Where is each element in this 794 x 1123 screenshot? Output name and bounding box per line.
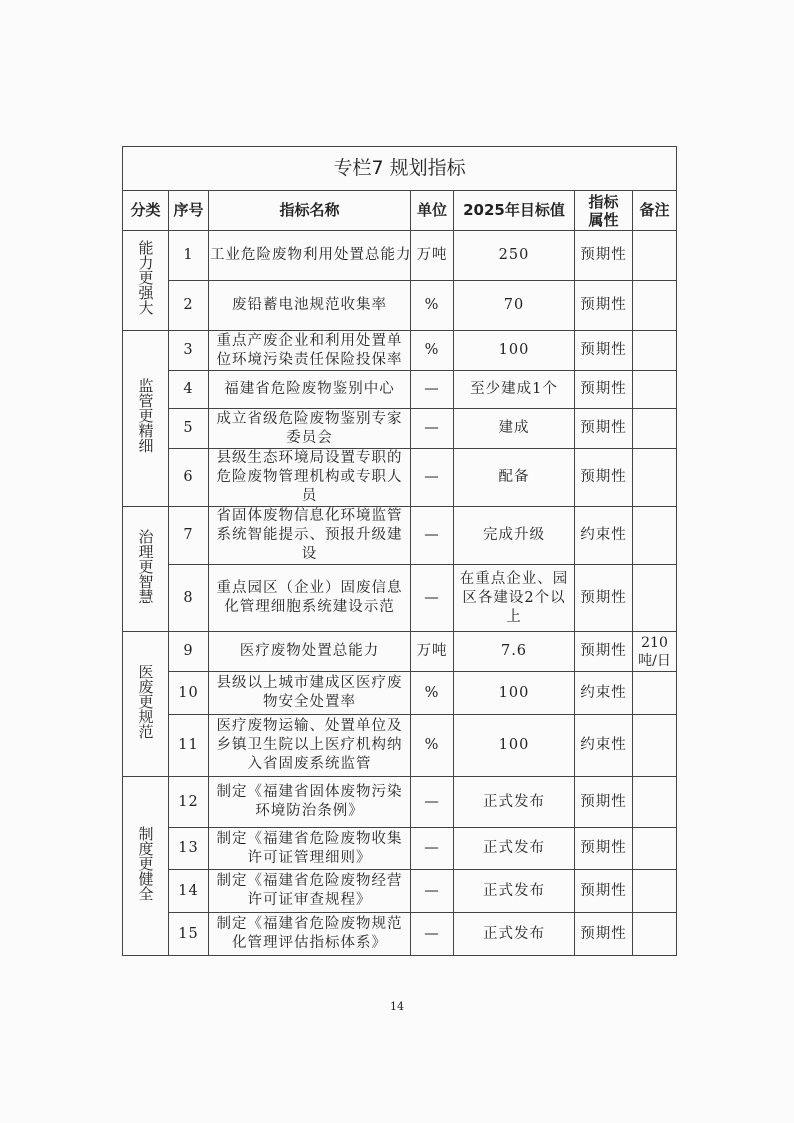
category-cell xyxy=(123,777,169,956)
category-cell xyxy=(123,507,169,632)
note-cell xyxy=(633,715,677,777)
table-row xyxy=(123,777,677,828)
unit-cell: — xyxy=(411,565,454,632)
name-cell: 县级以上城市建成区医疗废物安全处置率 xyxy=(209,672,411,715)
table-title: 专栏7 规划指标 xyxy=(123,147,677,191)
table-row xyxy=(123,672,677,715)
target-cell: 250 xyxy=(454,231,575,281)
seq-cell: 5 xyxy=(169,409,209,449)
header-target: 2025年目标值 xyxy=(454,191,575,231)
category-label: 制度更健全 xyxy=(136,825,155,901)
seq-cell: 3 xyxy=(169,331,209,371)
category-label: 医废更规范 xyxy=(136,663,155,739)
table-row xyxy=(123,409,677,449)
name-cell: 制定《福建省危险废物收集许可证管理细则》 xyxy=(209,828,411,870)
seq-cell: 7 xyxy=(169,507,209,565)
seq-cell: 1 xyxy=(169,231,209,281)
attr-cell: 预期性 xyxy=(575,828,633,870)
seq-cell: 14 xyxy=(169,870,209,913)
unit-cell: 万吨 xyxy=(411,632,454,672)
category-cell xyxy=(123,231,169,331)
header-category: 分类 xyxy=(123,191,169,231)
header-seq: 序号 xyxy=(169,191,209,231)
attr-cell: 预期性 xyxy=(575,371,633,409)
name-cell: 重点园区（企业）固废信息化管理细胞系统建设示范 xyxy=(209,565,411,632)
name-cell: 成立省级危险废物鉴别专家委员会 xyxy=(209,409,411,449)
unit-cell: — xyxy=(411,371,454,409)
unit-cell: 万吨 xyxy=(411,231,454,281)
category-label: 治理更智慧 xyxy=(136,528,155,604)
note-cell xyxy=(633,281,677,331)
note-cell xyxy=(633,565,677,632)
target-cell: 至少建成1个 xyxy=(454,371,575,409)
unit-cell: % xyxy=(411,281,454,331)
attr-cell: 约束性 xyxy=(575,672,633,715)
seq-cell: 4 xyxy=(169,371,209,409)
unit-cell: % xyxy=(411,672,454,715)
name-cell: 制定《福建省危险废物经营许可证审查规程》 xyxy=(209,870,411,913)
note-cell xyxy=(633,913,677,956)
seq-cell: 9 xyxy=(169,632,209,672)
table-row xyxy=(123,632,677,672)
note-cell xyxy=(633,777,677,828)
header-attr: 指标属性 xyxy=(575,191,633,231)
seq-cell: 2 xyxy=(169,281,209,331)
category-cell xyxy=(123,632,169,777)
category-label: 能力更强大 xyxy=(136,240,155,315)
header-note: 备注 xyxy=(633,191,677,231)
unit-cell: % xyxy=(411,715,454,777)
table-row xyxy=(123,507,677,565)
target-cell: 配备 xyxy=(454,449,575,507)
target-cell: 正式发布 xyxy=(454,828,575,870)
note-cell xyxy=(633,371,677,409)
unit-cell: % xyxy=(411,331,454,371)
name-cell: 废铅蓄电池规范收集率 xyxy=(209,281,411,331)
name-cell: 福建省危险废物鉴别中心 xyxy=(209,371,411,409)
name-cell: 省固体废物信息化环境监管系统智能提示、预报升级建设 xyxy=(209,507,411,565)
note-cell xyxy=(633,828,677,870)
note-cell xyxy=(633,870,677,913)
target-cell: 正式发布 xyxy=(454,870,575,913)
target-cell: 7.6 xyxy=(454,632,575,672)
attr-cell: 预期性 xyxy=(575,777,633,828)
attr-cell: 预期性 xyxy=(575,449,633,507)
unit-cell: — xyxy=(411,777,454,828)
attr-cell: 预期性 xyxy=(575,231,633,281)
table-row xyxy=(123,371,677,409)
attr-cell: 预期性 xyxy=(575,632,633,672)
attr-cell: 预期性 xyxy=(575,409,633,449)
target-cell: 正式发布 xyxy=(454,777,575,828)
unit-cell: — xyxy=(411,507,454,565)
table-row xyxy=(123,281,677,331)
seq-cell: 8 xyxy=(169,565,209,632)
seq-cell: 6 xyxy=(169,449,209,507)
category-label: 监管更精细 xyxy=(136,378,155,453)
unit-cell: — xyxy=(411,449,454,507)
table-row xyxy=(123,870,677,913)
target-cell: 在重点企业、园区各建设2个以上 xyxy=(454,565,575,632)
name-cell: 县级生态环境局设置专职的危险废物管理机构或专职人员 xyxy=(209,449,411,507)
name-cell: 制定《福建省固体废物污染环境防治条例》 xyxy=(209,777,411,828)
planning-indicators-table xyxy=(122,146,677,956)
header-name: 指标名称 xyxy=(209,191,411,231)
table-row xyxy=(123,913,677,956)
category-cell xyxy=(123,331,169,507)
page-number: 14 xyxy=(390,1000,404,1013)
attr-cell: 约束性 xyxy=(575,715,633,777)
attr-cell: 预期性 xyxy=(575,281,633,331)
seq-cell: 10 xyxy=(169,672,209,715)
table-row xyxy=(123,449,677,507)
name-cell: 制定《福建省危险废物规范化管理评估指标体系》 xyxy=(209,913,411,956)
seq-cell: 13 xyxy=(169,828,209,870)
attr-cell: 预期性 xyxy=(575,870,633,913)
unit-cell: — xyxy=(411,913,454,956)
seq-cell: 11 xyxy=(169,715,209,777)
name-cell: 医疗废物处置总能力 xyxy=(209,632,411,672)
target-cell: 100 xyxy=(454,331,575,371)
table-row xyxy=(123,331,677,371)
seq-cell: 15 xyxy=(169,913,209,956)
unit-cell: — xyxy=(411,409,454,449)
seq-cell: 12 xyxy=(169,777,209,828)
note-cell xyxy=(633,672,677,715)
note-cell xyxy=(633,409,677,449)
target-cell: 100 xyxy=(454,672,575,715)
note-cell: 210吨/日 xyxy=(633,632,677,672)
table-row xyxy=(123,715,677,777)
attr-cell: 预期性 xyxy=(575,913,633,956)
header-unit: 单位 xyxy=(411,191,454,231)
note-cell xyxy=(633,507,677,565)
unit-cell: — xyxy=(411,870,454,913)
unit-cell: — xyxy=(411,828,454,870)
table-row xyxy=(123,565,677,632)
note-cell xyxy=(633,231,677,281)
table-row xyxy=(123,828,677,870)
attr-cell: 约束性 xyxy=(575,507,633,565)
target-cell: 100 xyxy=(454,715,575,777)
note-cell xyxy=(633,449,677,507)
note-cell xyxy=(633,331,677,371)
target-cell: 完成升级 xyxy=(454,507,575,565)
target-cell: 建成 xyxy=(454,409,575,449)
name-cell: 医疗废物运输、处置单位及乡镇卫生院以上医疗机构纳入省固废系统监管 xyxy=(209,715,411,777)
attr-cell: 预期性 xyxy=(575,331,633,371)
target-cell: 70 xyxy=(454,281,575,331)
table-row xyxy=(123,231,677,281)
attr-cell: 预期性 xyxy=(575,565,633,632)
name-cell: 工业危险废物利用处置总能力 xyxy=(209,231,411,281)
name-cell: 重点产废企业和利用处置单位环境污染责任保险投保率 xyxy=(209,331,411,371)
target-cell: 正式发布 xyxy=(454,913,575,956)
